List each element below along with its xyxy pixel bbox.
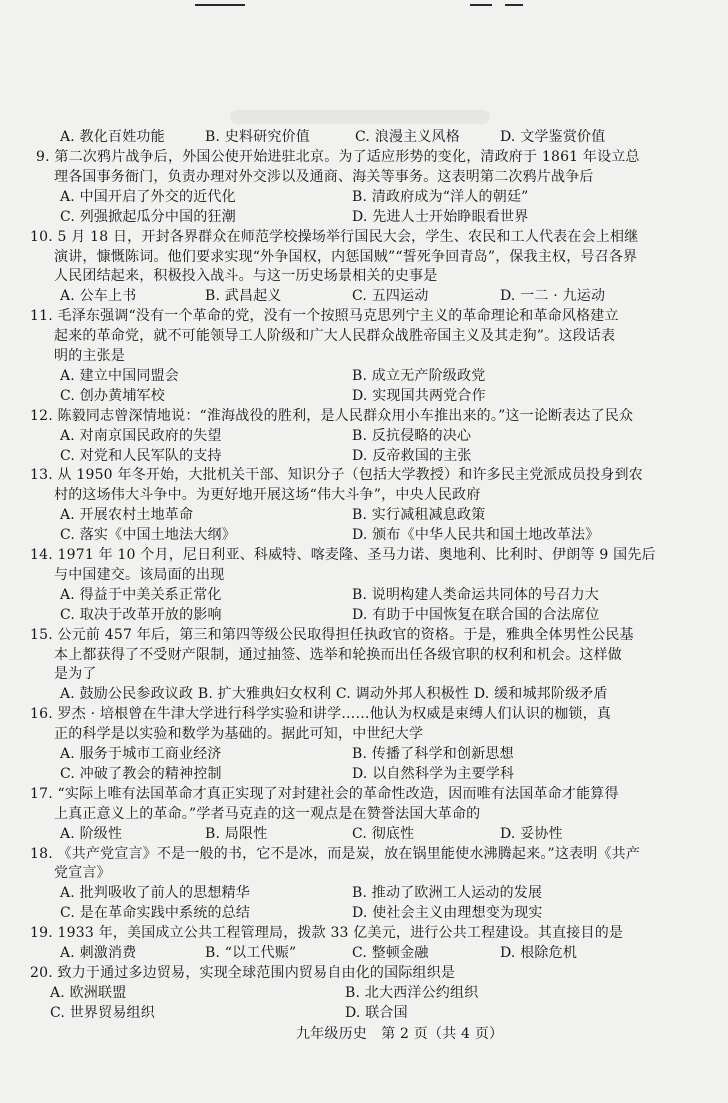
text-segment: 14. 1971 年 10 个月，尼日利亚、科威特、喀麦隆、圣马力诺、奥地利、比利时、伊朗等 9 国先后 <box>30 547 656 563</box>
text-segment: C. 是在革命实践中系统的总结 <box>60 905 251 922</box>
top-scan-marks <box>0 0 728 12</box>
text-segment: 本上都获得了不受财产限制，通过抽签、选举和轮换而出任各级官职的权利和机会。这样做 <box>54 646 622 663</box>
text-segment: 理各国事务衙门，负责办理对外交涉以及通商、海关等事务。这表明第二次鸦片战争后 <box>54 168 594 185</box>
text-segment: D. 妥协性 <box>500 825 563 842</box>
text-segment: 15. 公元前 457 年后，第三和第四等级公民取得担任执政官的资格。于是，雅典全体男性公民基 <box>30 626 634 643</box>
text-segment: A. 服务于城市工商业经济 <box>60 746 222 762</box>
text-segment: A. 欧洲联盟 <box>50 984 127 1001</box>
text-segment: D. 颁布《中华人民共和国土地改革法》 <box>352 527 600 544</box>
text-segment: 10. 5 月 18 日，开封各界群众在师范学校操场举行国民大会，学生、农民和工人代表在会上相继 <box>30 228 639 245</box>
text-segment: D. 实现国共两党合作 <box>352 387 486 404</box>
text-segment: C. 世界贸易组织 <box>50 1004 155 1021</box>
text-segment: B. 清政府成为“洋人的朝廷” <box>352 188 529 205</box>
text-segment: A. 批判吸收了前人的思想精华 <box>60 885 251 902</box>
text-segment: B. 传播了科学和创新思想 <box>352 746 514 762</box>
text-segment: 演讲，慷慨陈词。他们要求实现“外争国权，内惩国贼”“誓死争回青岛”，保我主权，号召各界 <box>54 248 638 265</box>
text-segment: D. 联合国 <box>345 1004 408 1021</box>
text-segment: 12. 陈毅同志曾深情地说：“淮海战役的胜利，是人民群众用小车推出来的。”这一论断表达了民众 <box>30 407 634 424</box>
text-segment: 与中国建交。该局面的出现 <box>54 566 225 583</box>
text-segment: A. 鼓励公民参政议政 B. 扩大雅典妇女权利 C. 调动外邦人积极性 D. 缓和城邦阶级矛盾 <box>60 686 608 703</box>
text-segment: B. 实行减租减息政策 <box>352 507 486 524</box>
text-segment: C. 对党和人民军队的支持 <box>60 447 222 464</box>
text-segment: A. 中国开启了外交的近代化 <box>60 188 236 205</box>
text-segment: 19. 1933 年，美国成立公共工程管理局，拨款 33 亿美元，进行公共工程建设。其直接目的是 <box>30 925 624 942</box>
text-segment: C. 五四运动 <box>352 288 429 305</box>
text-segment: B. 史料研究价值 <box>205 129 310 145</box>
text-segment: A. 得益于中美关系正常化 <box>60 586 222 603</box>
text-segment: D. 有助于中国恢复在联合国的合法席位 <box>352 606 600 623</box>
text-segment: A. 建立中国同盟会 <box>60 367 180 384</box>
text-segment: 20. 致力于通过多边贸易，实现全球范围内贸易自由化的国际组织是 <box>30 964 456 981</box>
text-segment: 9. 第二次鸦片战争后，外国公使开始进驻北京。为了适应形势的变化，清政府于 1861 年设立总 <box>36 149 640 165</box>
text-segment: D. 先进人士开始睁眼看世界 <box>352 208 529 225</box>
text-segment: A. 教化百姓功能 <box>60 129 165 145</box>
text-segment: B. 反抗侵略的决心 <box>352 427 472 444</box>
text-segment: B. 武昌起义 <box>205 288 282 305</box>
scan-smudge <box>230 110 490 124</box>
text-segment: A. 刺激消费 <box>60 945 137 961</box>
text-segment: 人民团结起来，积极投入战斗。与这一历史场景相关的史事是 <box>54 268 438 285</box>
text-segment: B. 说明构建人类命运共同体的号召力大 <box>352 586 599 603</box>
text-segment: C. 取决于改革开放的影响 <box>60 606 222 623</box>
text-segment: C. 彻底性 <box>352 825 415 842</box>
text-segment: 村的这场伟大斗争中。为更好地开展这场“伟大斗争”，中央人民政府 <box>54 487 481 504</box>
text-segment: C. 落实《中国土地法大纲》 <box>60 527 236 544</box>
text-segment: A. 阶级性 <box>60 825 123 842</box>
text-segment: 是为了 <box>54 666 97 683</box>
text-segment: 13. 从 1950 年冬开始，大批机关干部、知识分子（包括大学教授）和许多民主党派成员投身到农 <box>30 467 643 484</box>
text-segment: B. 成立无产阶级政党 <box>352 367 486 384</box>
text-segment: D. 根除危机 <box>500 945 578 961</box>
text-segment: 明的主张是 <box>54 348 125 364</box>
text-segment: 上真正意义上的革命。”学者马克垚的这一观点是在赞誉法国大革命的 <box>54 805 481 822</box>
text-segment: 18. 《共产党宣言》不是一般的书，它不是冰，而是炭，放在锅里能使水沸腾起来。”这表明《共产 <box>30 845 641 862</box>
text-segment: 党宣言》 <box>54 865 111 882</box>
text-segment: D. 文学鉴赏价值 <box>500 129 606 145</box>
text-segment: C. 列强掀起瓜分中国的狂潮 <box>60 208 236 225</box>
text-segment: D. 一二 · 九运动 <box>500 288 606 305</box>
text-segment: C. 整顿金融 <box>352 945 429 961</box>
text-segment: 正的科学是以实验和数学为基础的。据此可知，中世纪大学 <box>54 726 424 743</box>
text-segment: B. “以工代赈” <box>205 945 297 961</box>
text-segment: 起来的革命党，就不可能领导工人阶级和广大人民群众战胜帝国主义及其走狗”。这段话表 <box>54 328 616 345</box>
text-segment: B. 推动了欧洲工人运动的发展 <box>352 885 543 902</box>
text-segment: 11. 毛泽东强调“没有一个革命的党，没有一个按照马克思列宁主义的革命理论和革命风格建立 <box>30 308 619 325</box>
text-segment: C. 冲破了教会的精神控制 <box>60 765 222 782</box>
text-segment: D. 反帝救国的主张 <box>352 447 472 464</box>
text-segment: B. 局限性 <box>205 825 268 842</box>
text-segment: D. 以自然科学为主要学科 <box>352 765 515 782</box>
text-segment: A. 开展农村土地革命 <box>60 507 194 524</box>
text-segment: 16. 罗杰 · 培根曾在牛津大学进行科学实验和讲学……他认为权威是束缚人们认识的枷锁，真 <box>30 706 612 723</box>
footer-text: 九年级历史 第 2 页（共 4 页） <box>296 1026 504 1042</box>
text-segment: A. 公车上书 <box>60 288 137 305</box>
text-segment: B. 北大西洋公约组织 <box>345 984 479 1001</box>
text-segment: D. 使社会主义由理想变为现实 <box>352 905 543 922</box>
text-segment: A. 对南京国民政府的失望 <box>60 427 222 444</box>
text-segment: C. 浪漫主义风格 <box>355 129 460 145</box>
text-segment: 17. “实际上唯有法国革命才真正实现了对封建社会的革命性改造，因而唯有法国革命才能算得 <box>30 785 619 802</box>
text-segment: C. 创办黄埔军校 <box>60 387 165 404</box>
